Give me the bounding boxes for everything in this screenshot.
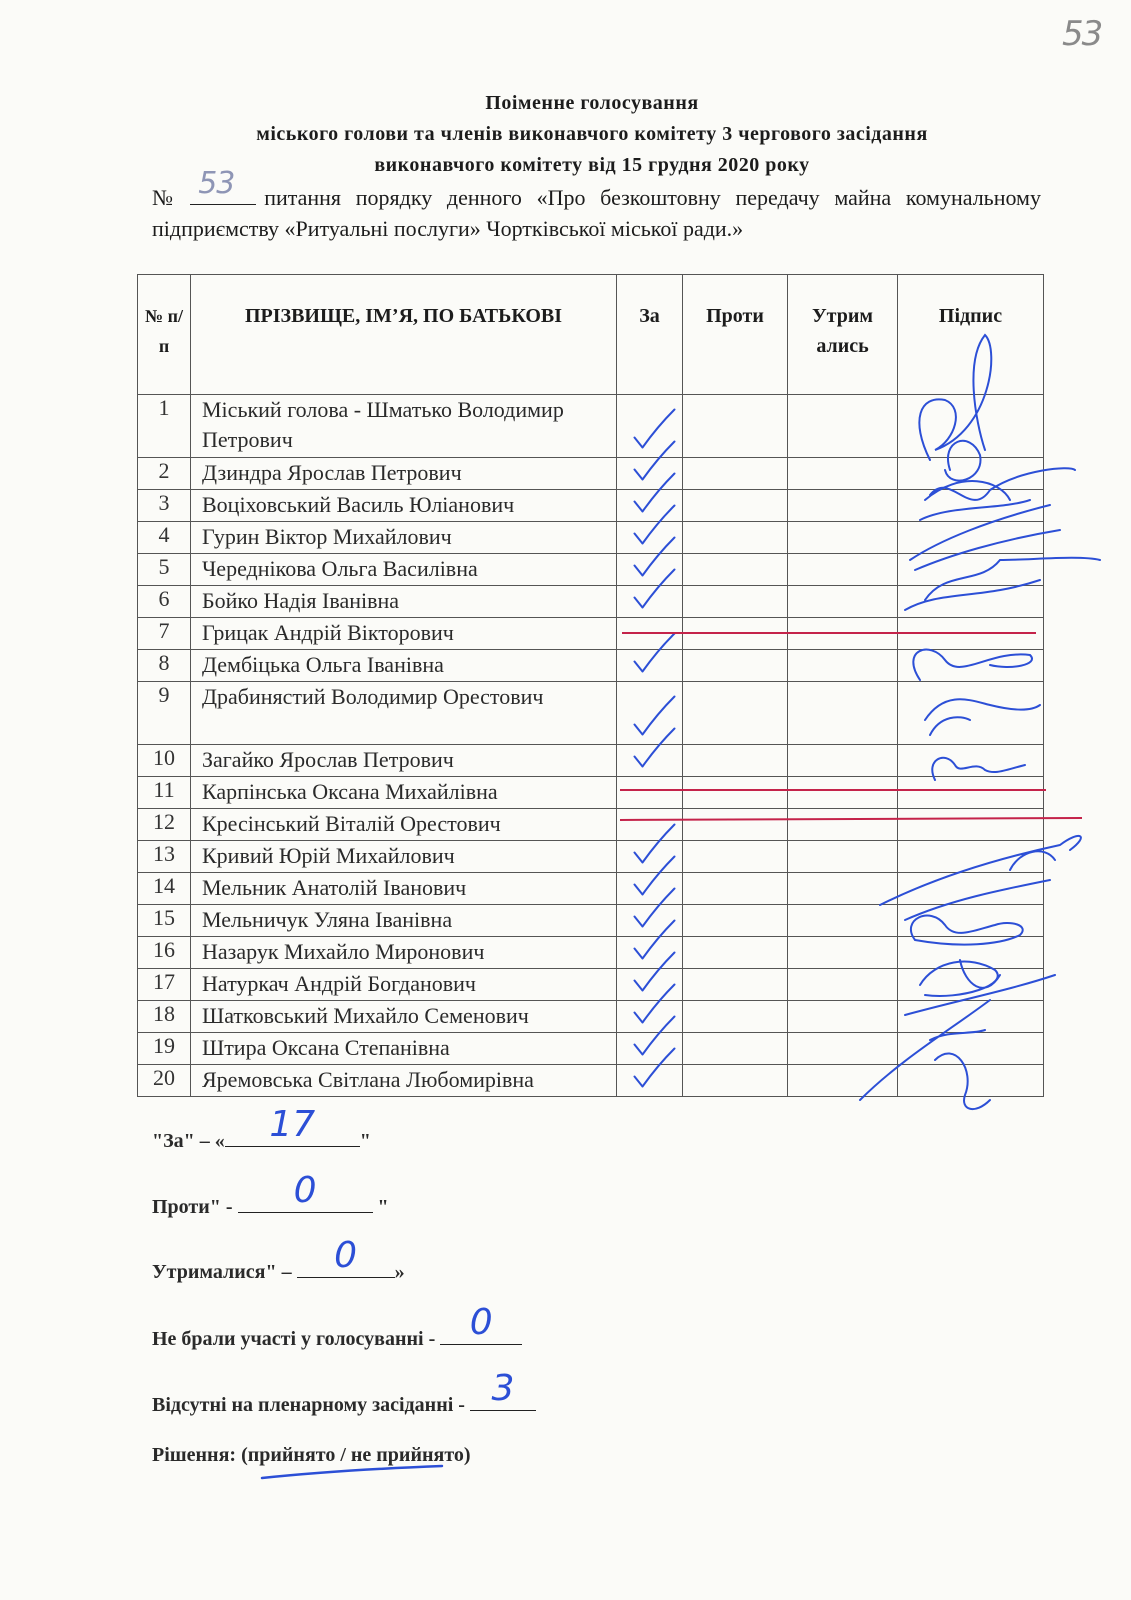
vote-against-cell — [683, 554, 788, 586]
signature-cell — [898, 458, 1044, 490]
col-header-for: За — [617, 275, 683, 395]
row-number: 6 — [138, 586, 191, 618]
table-row — [138, 1001, 1044, 1033]
row-number: 7 — [138, 618, 191, 650]
table-row — [138, 905, 1044, 937]
table-row — [138, 490, 1044, 522]
row-number: 15 — [138, 905, 191, 937]
header-date: виконавчого комітету від 15 грудня 2020 року — [374, 154, 810, 176]
result-against — [152, 1170, 389, 1219]
signature-cell — [898, 809, 1044, 841]
member-name: Штира Оксана Степанівна — [191, 1033, 617, 1065]
vote-against-cell — [683, 395, 788, 458]
vote-abstain-cell — [788, 650, 898, 682]
signature-cell — [898, 745, 1044, 777]
signature-cell — [898, 682, 1044, 745]
result-abstained-close: » — [394, 1261, 405, 1283]
row-number: 16 — [138, 937, 191, 969]
member-name: Бойко Надія Іванівна — [191, 586, 617, 618]
vote-against-cell — [683, 458, 788, 490]
vote-for-cell — [617, 841, 683, 873]
result-for-label: "За" – « — [152, 1130, 225, 1152]
table-header-row — [138, 275, 1044, 395]
question-text: питання порядку денного «Про безкоштовну передачу майна комунальному підприємству «Ритуальні послуги» Чортківської міської ради.» — [152, 185, 1041, 241]
question-number-field — [190, 166, 256, 205]
decision-label: Рішення: — [152, 1444, 237, 1466]
signature-cell — [898, 650, 1044, 682]
result-for-close: " — [359, 1130, 371, 1152]
table-row — [138, 873, 1044, 905]
signature-cell — [898, 841, 1044, 873]
vote-abstain-cell — [788, 618, 898, 650]
vote-for-cell — [617, 905, 683, 937]
vote-for-cell — [617, 1033, 683, 1065]
decision-line — [152, 1444, 471, 1467]
row-number: 5 — [138, 554, 191, 586]
member-name: Грицак Андрій Вікторович — [191, 618, 617, 650]
member-name: Дембіцька Ольга Іванівна — [191, 650, 617, 682]
table-row — [138, 1065, 1044, 1097]
result-for — [152, 1104, 371, 1153]
decision-handwritten-underline — [262, 1466, 442, 1478]
vote-abstain-cell — [788, 937, 898, 969]
vote-abstain-cell — [788, 1001, 898, 1033]
signature-cell — [898, 969, 1044, 1001]
signature-cell — [898, 937, 1044, 969]
vote-for-cell — [617, 618, 683, 650]
signature-cell — [898, 873, 1044, 905]
col-header-against: Проти — [683, 275, 788, 395]
vote-abstain-cell — [788, 682, 898, 745]
header-subtitle: міського голови та членів виконавчого комітету 3 чергового засідання — [256, 123, 928, 145]
result-absent-value: 3 — [491, 1368, 515, 1409]
result-against-field — [238, 1170, 373, 1213]
row-number: 9 — [138, 682, 191, 745]
table-row — [138, 554, 1044, 586]
vote-for-cell — [617, 554, 683, 586]
vote-against-cell — [683, 873, 788, 905]
signature-cell — [898, 490, 1044, 522]
table-row — [138, 650, 1044, 682]
member-name: Воціховський Василь Юліанович — [191, 490, 617, 522]
table-row — [138, 841, 1044, 873]
table-row — [138, 1033, 1044, 1065]
member-name: Гурин Віктор Михайлович — [191, 522, 617, 554]
vote-against-cell — [683, 1065, 788, 1097]
vote-against-cell — [683, 969, 788, 1001]
vote-abstain-cell — [788, 905, 898, 937]
roll-call-table — [137, 274, 1044, 1097]
vote-against-cell — [683, 682, 788, 745]
row-number: 12 — [138, 809, 191, 841]
row-number: 13 — [138, 841, 191, 873]
row-number: 2 — [138, 458, 191, 490]
vote-abstain-cell — [788, 969, 898, 1001]
signature-cell — [898, 905, 1044, 937]
table-row — [138, 682, 1044, 745]
result-absent-field — [470, 1368, 536, 1411]
vote-against-cell — [683, 809, 788, 841]
table-row — [138, 745, 1044, 777]
row-number: 18 — [138, 1001, 191, 1033]
col-header-abstained: Утрим ались — [788, 275, 898, 395]
member-name: Шатковський Михайло Семенович — [191, 1001, 617, 1033]
signature-cell — [898, 1001, 1044, 1033]
col-header-signature: Підпис — [898, 275, 1044, 395]
member-name: Драбинястий Володимир Орестович — [191, 682, 617, 745]
result-abstained-value: 0 — [334, 1235, 358, 1276]
member-name: Назарук Михайло Миронович — [191, 937, 617, 969]
vote-for-cell — [617, 809, 683, 841]
vote-against-cell — [683, 777, 788, 809]
table-row — [138, 618, 1044, 650]
result-against-close: " — [377, 1196, 389, 1218]
vote-for-cell — [617, 969, 683, 1001]
row-number: 11 — [138, 777, 191, 809]
document-header — [140, 88, 1044, 181]
vote-abstain-cell — [788, 873, 898, 905]
decision-options: (прийнято / не прийнято) — [241, 1444, 471, 1466]
result-not-voted — [152, 1302, 522, 1351]
table-row — [138, 522, 1044, 554]
row-number: 8 — [138, 650, 191, 682]
result-absent-label: Відсутні на пленарному засіданні - — [152, 1394, 465, 1416]
member-name: Кривий Юрій Михайлович — [191, 841, 617, 873]
vote-for-cell — [617, 937, 683, 969]
table-row — [138, 777, 1044, 809]
vote-for-cell — [617, 1001, 683, 1033]
signature-cell — [898, 522, 1044, 554]
vote-abstain-cell — [788, 395, 898, 458]
signature-cell — [898, 618, 1044, 650]
vote-abstain-cell — [788, 586, 898, 618]
col-header-number: № п/ п — [138, 275, 191, 395]
vote-against-cell — [683, 841, 788, 873]
vote-for-cell — [617, 1065, 683, 1097]
vote-against-cell — [683, 905, 788, 937]
vote-against-cell — [683, 650, 788, 682]
vote-abstain-cell — [788, 522, 898, 554]
table-row — [138, 395, 1044, 458]
result-absent — [152, 1368, 536, 1417]
member-name: Мельник Анатолій Іванович — [191, 873, 617, 905]
vote-for-cell — [617, 745, 683, 777]
vote-against-cell — [683, 1001, 788, 1033]
table-row — [138, 937, 1044, 969]
row-number: 14 — [138, 873, 191, 905]
member-name: Кресінський Віталій Орестович — [191, 809, 617, 841]
vote-for-cell — [617, 458, 683, 490]
vote-for-cell — [617, 650, 683, 682]
result-not-voted-value: 0 — [469, 1302, 493, 1343]
vote-abstain-cell — [788, 490, 898, 522]
signature-cell — [898, 395, 1044, 458]
question-number-prefix: № — [152, 185, 183, 210]
member-name: Череднікова Ольга Василівна — [191, 554, 617, 586]
vote-against-cell — [683, 490, 788, 522]
vote-abstain-cell — [788, 554, 898, 586]
member-name: Натуркач Андрій Богданович — [191, 969, 617, 1001]
header-title: Поіменне голосування — [485, 92, 699, 114]
member-name: Міський голова - Шматько Володимир Петрович — [191, 395, 617, 458]
result-abstained — [152, 1235, 405, 1284]
vote-against-cell — [683, 522, 788, 554]
result-abstained-label: Утрималися" – — [152, 1261, 292, 1283]
row-number: 3 — [138, 490, 191, 522]
member-name: Карпінська Оксана Михайлівна — [191, 777, 617, 809]
vote-for-cell — [617, 522, 683, 554]
vote-abstain-cell — [788, 777, 898, 809]
member-name: Яремовська Світлана Любомирівна — [191, 1065, 617, 1097]
member-name: Дзиндра Ярослав Петрович — [191, 458, 617, 490]
signature-cell — [898, 1065, 1044, 1097]
table-row — [138, 809, 1044, 841]
vote-against-cell — [683, 745, 788, 777]
vote-against-cell — [683, 1033, 788, 1065]
table-row — [138, 458, 1044, 490]
agenda-question — [152, 166, 1041, 244]
vote-abstain-cell — [788, 809, 898, 841]
vote-for-cell — [617, 586, 683, 618]
vote-for-cell — [617, 873, 683, 905]
result-abstained-field — [297, 1235, 395, 1278]
vote-against-cell — [683, 586, 788, 618]
signature-cell — [898, 554, 1044, 586]
vote-for-cell — [617, 682, 683, 745]
question-number-handwritten: 53 — [198, 166, 235, 201]
vote-for-cell — [617, 395, 683, 458]
result-not-voted-label: Не брали участі у голосуванні - — [152, 1328, 436, 1350]
vote-against-cell — [683, 618, 788, 650]
vote-for-cell — [617, 777, 683, 809]
member-name: Загайко Ярослав Петрович — [191, 745, 617, 777]
result-against-value: 0 — [293, 1170, 317, 1211]
vote-abstain-cell — [788, 745, 898, 777]
vote-abstain-cell — [788, 841, 898, 873]
vote-abstain-cell — [788, 458, 898, 490]
vote-against-cell — [683, 937, 788, 969]
row-number: 1 — [138, 395, 191, 458]
vote-abstain-cell — [788, 1033, 898, 1065]
row-number: 20 — [138, 1065, 191, 1097]
signature-cell — [898, 1033, 1044, 1065]
vote-abstain-cell — [788, 1065, 898, 1097]
vote-for-cell — [617, 490, 683, 522]
result-not-voted-field — [440, 1302, 522, 1345]
table-row — [138, 969, 1044, 1001]
signature-cell — [898, 777, 1044, 809]
row-number: 19 — [138, 1033, 191, 1065]
member-name: Мельничук Уляна Іванівна — [191, 905, 617, 937]
col-header-name: ПРІЗВИЩЕ, ІМ’Я, ПО БАТЬКОВІ — [191, 275, 617, 395]
table-row — [138, 586, 1044, 618]
result-against-label: Проти" - — [152, 1196, 233, 1218]
row-number: 4 — [138, 522, 191, 554]
signature-cell — [898, 586, 1044, 618]
result-for-value: 17 — [269, 1104, 316, 1145]
result-for-field — [225, 1104, 360, 1147]
row-number: 10 — [138, 745, 191, 777]
row-number: 17 — [138, 969, 191, 1001]
page-number: 53 — [1062, 14, 1102, 54]
